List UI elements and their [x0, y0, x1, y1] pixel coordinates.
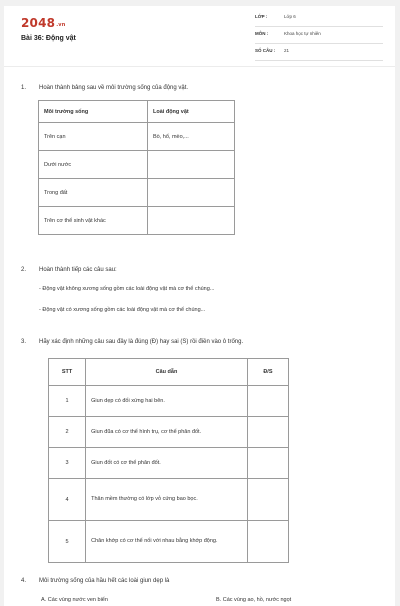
habitat-cell: Trên cơ thể sinh vật khác: [39, 207, 148, 235]
statement-header: Câu dẫn: [86, 359, 248, 386]
answer-cell[interactable]: [247, 386, 288, 417]
meta-subject-value: Khoa học tự nhiên: [284, 31, 321, 36]
statement-cell: Giun dẹp có đối xứng hai bên.: [86, 386, 248, 417]
option-a-label: A.: [41, 597, 47, 603]
table-header-row: [49, 359, 289, 386]
answer-cell[interactable]: [247, 448, 288, 479]
animal-input-cell[interactable]: [148, 151, 235, 179]
animal-input-cell[interactable]: [148, 207, 235, 235]
option-a-text: Các vùng nước ven biển: [47, 597, 108, 603]
table-row: [49, 417, 289, 448]
question-1-text: Hoàn thành bảng sau về môi trường sống của động vật.: [39, 85, 189, 91]
option-b-label: B.: [216, 597, 222, 603]
logo-text: 2048: [21, 16, 56, 30]
answer-cell[interactable]: [247, 521, 288, 563]
table-row: [49, 521, 289, 563]
habitat-cell: Trên cạn: [39, 123, 148, 151]
habitat-table: [38, 100, 235, 235]
habitat-header: Môi trường sống: [39, 101, 148, 123]
animal-input-cell[interactable]: Bò, hổ, mèo,...: [148, 123, 235, 151]
statement-cell: Thân mềm thường có lớp vỏ cứng bao bọc.: [86, 479, 248, 521]
question-3-number: 3.: [21, 339, 27, 345]
question-2-number: 2.: [21, 267, 27, 273]
question-3-text: Hãy xác định những câu sau đây là đúng (Đ) hay sai (S) rồi điền vào ô trống.: [39, 339, 244, 345]
meta-count-row: [255, 48, 383, 61]
option-b-text: Các vùng ao, hồ, nước ngọt: [222, 597, 292, 603]
stt-cell: 4: [49, 479, 86, 521]
table-row: [49, 386, 289, 417]
meta-class-row: [255, 14, 383, 27]
header-divider: [4, 66, 395, 67]
question-4-text: Môi trường sống của hầu hết các loài giun dẹp là: [39, 578, 170, 584]
meta-count-label: SỐ CÂU :: [255, 48, 276, 53]
worksheet-header: [4, 6, 395, 62]
meta-subject-label: MÔN :: [255, 31, 269, 36]
stt-cell: 5: [49, 521, 86, 563]
meta-subject-row: [255, 31, 383, 44]
table-row: [49, 448, 289, 479]
table-row: [39, 123, 235, 151]
meta-class-label: LỚP :: [255, 14, 268, 19]
site-logo[interactable]: [21, 16, 66, 30]
table-row: [39, 151, 235, 179]
logo-suffix: .vn: [56, 22, 66, 28]
animal-header: Loài động vật: [148, 101, 235, 123]
table-row: [49, 479, 289, 521]
answer-cell[interactable]: [247, 417, 288, 448]
stt-header: STT: [49, 359, 86, 386]
table-header-row: [39, 101, 235, 123]
table-row: [39, 207, 235, 235]
table-row: [39, 179, 235, 207]
stt-cell: 3: [49, 448, 86, 479]
meta-class-value: Lớp 6: [284, 14, 296, 19]
stt-cell: 2: [49, 417, 86, 448]
animal-input-cell[interactable]: [148, 179, 235, 207]
answer-cell[interactable]: [247, 479, 288, 521]
question-2-line-1: - Động vật không xương sống gồm các loài động vật mà cơ thể chúng...: [39, 286, 215, 292]
habitat-cell: Dưới nước: [39, 151, 148, 179]
statement-cell: Giun đốt có cơ thể phân đốt.: [86, 448, 248, 479]
statement-cell: Giun đũa có cơ thể hình trụ, cơ thể phân đốt.: [86, 417, 248, 448]
option-b[interactable]: [216, 597, 291, 603]
question-4-number: 4.: [21, 578, 27, 584]
habitat-cell: Trong đất: [39, 179, 148, 207]
answer-header: Đ/S: [247, 359, 288, 386]
option-a[interactable]: [41, 597, 108, 603]
meta-info: [255, 14, 383, 65]
statement-cell: Chân khớp có cơ thể nối với nhau bằng khớp động.: [86, 521, 248, 563]
lesson-title: Bài 36: Động vật: [21, 35, 76, 42]
meta-count-value: 21: [284, 48, 290, 53]
question-1-number: 1.: [21, 85, 27, 91]
stt-cell: 1: [49, 386, 86, 417]
worksheet-page: [4, 6, 395, 606]
question-2-line-2: - Động vật có xương sống gồm các loài động vật mà cơ thể chúng...: [39, 307, 206, 313]
question-2-text: Hoàn thành tiếp các câu sau:: [39, 267, 117, 273]
true-false-table: [48, 358, 289, 563]
